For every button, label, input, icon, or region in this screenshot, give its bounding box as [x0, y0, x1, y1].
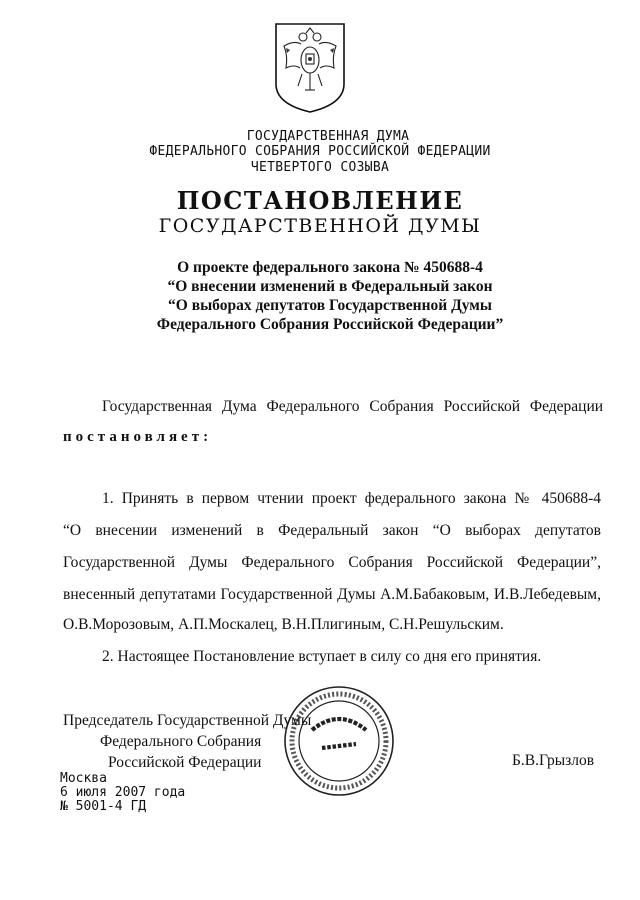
item-1-line: Государственной Думы Федерального Собрания Российской Федерации”,	[63, 554, 601, 571]
protocol-department-stamp-icon	[282, 684, 396, 798]
document-subject	[150, 258, 510, 334]
signer-name: Б.В.Грызлов	[512, 752, 595, 769]
signer-title-line: Российской Федерации	[108, 754, 262, 771]
subject-line: “О внесении изменений в Федеральный закон	[167, 278, 493, 295]
header-line-duma: ГОСУДАРСТВЕННАЯ ДУМА	[246, 129, 410, 144]
footer-number: № 5001-4 ГД	[60, 799, 147, 814]
header-line-convocation: ЧЕТВЕРТОГО СОЗЫВА	[250, 160, 390, 175]
footer-place: Москва	[60, 771, 107, 786]
subject-line: Федерального Собрания Российской Федерации”	[156, 316, 504, 333]
footer-date: 6 июля 2007 года	[60, 785, 186, 800]
item-1-line: 1. Принять в первом чтении проект федерального закона № 450688-4	[102, 490, 601, 507]
preamble: Государственная Дума Федерального Собрания Российской Федерации	[102, 398, 604, 415]
signer-title-line: Федерального Собрания	[100, 733, 262, 750]
item-1-line: О.В.Морозовым, А.П.Москалец, В.Н.Плигиным, С.Н.Решульским.	[63, 616, 504, 633]
coat-of-arms-emblem-icon	[272, 20, 348, 116]
document-type-title: ПОСТАНОВЛЕНИЕ	[176, 186, 464, 215]
item-2: 2. Настоящее Постановление вступает в силу со дня его принятия.	[102, 648, 542, 665]
document-issuer: ГОСУДАРСТВЕННОЙ ДУМЫ	[158, 215, 482, 237]
signer-title-line: Председатель Государственной Думы	[63, 712, 312, 729]
subject-line: О проекте федерального закона № 450688-4	[177, 259, 483, 276]
item-1-line: “О внесении изменений в Федеральный закон “О выборах депутатов	[63, 522, 601, 539]
header-line-assembly: ФЕДЕРАЛЬНОГО СОБРАНИЯ РОССИЙСКОЙ ФЕДЕРАЦИИ	[149, 144, 491, 159]
subject-line: “О выборах депутатов Государственной Думы	[168, 297, 492, 314]
resolves-word: постановляет:	[63, 429, 213, 445]
item-1-line: внесенный депутатами Государственной Думы А.М.Бабаковым, И.В.Лебедевым,	[63, 586, 601, 603]
